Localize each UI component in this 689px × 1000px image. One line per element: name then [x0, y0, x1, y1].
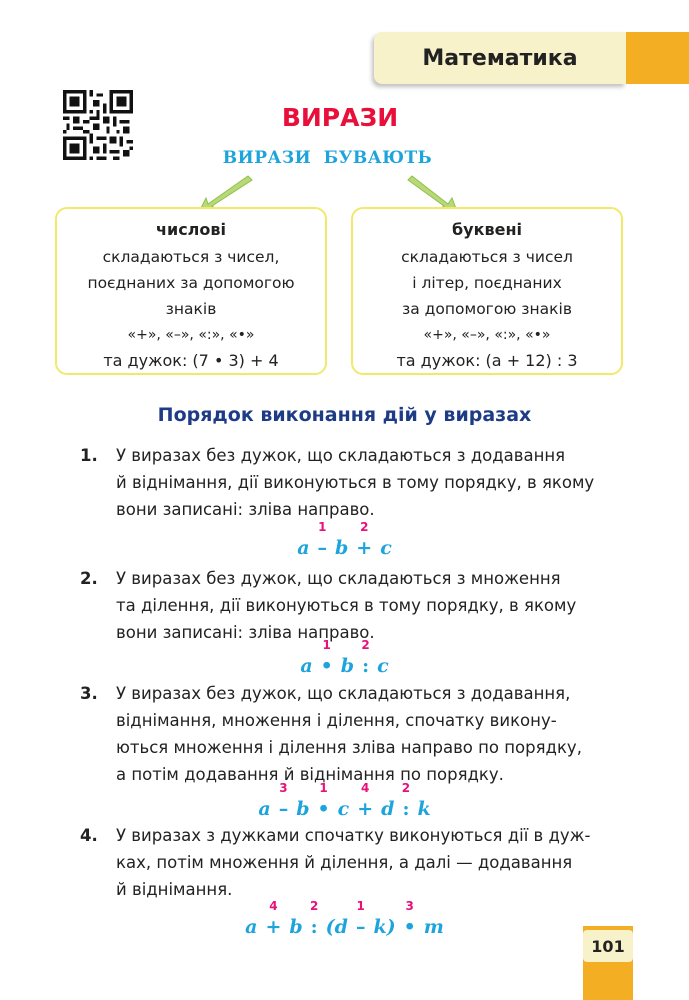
box-line: знаків — [165, 300, 217, 318]
box-signs: «+», «–», «:», «•» — [127, 327, 255, 343]
box-line: поєднаних за допомогою — [87, 274, 295, 292]
operation-sign: : 2 — [309, 899, 319, 938]
rule-1-expression — [0, 520, 689, 559]
expression-term: a — [258, 798, 271, 820]
operation-order-number: 1 — [322, 638, 331, 652]
expression-term: c — [337, 798, 350, 820]
expression-term: k) — [373, 916, 396, 938]
subject-header — [374, 32, 689, 84]
header-stripe — [626, 32, 689, 84]
numeric-expressions-box — [55, 207, 327, 375]
operation-sign: + 4 — [357, 781, 374, 820]
box-title: буквені — [452, 220, 522, 239]
operation-order-number: 1 — [318, 520, 327, 534]
operation-order-number: 4 — [269, 899, 278, 913]
rule-2-expression — [0, 638, 689, 677]
box-signs: «+», «–», «:», «•» — [423, 327, 551, 343]
operation-order-number: 1 — [356, 899, 365, 913]
rule-line: й віднімання. — [116, 880, 233, 899]
page-title: ВИРАЗИ — [281, 103, 399, 132]
rule-number: 3. — [80, 684, 98, 703]
expression-term: (d — [325, 916, 348, 938]
box-line: і літер, поєднаних — [412, 274, 562, 292]
operation-sign: + 2 — [356, 520, 373, 559]
rule-line: У виразах без дужок, що складаються з множення — [116, 569, 561, 588]
expression-term: c — [380, 537, 392, 559]
expression-term: b — [289, 916, 303, 938]
box-line: за допомогою знаків — [402, 300, 572, 318]
rule-line: У виразах без дужок, що складаються з додавання — [116, 446, 566, 465]
expression-term: m — [423, 916, 444, 938]
operation-sign: • 1 — [317, 781, 330, 820]
rule-number: 1. — [80, 446, 98, 465]
operation-order-number: 2 — [309, 899, 319, 913]
rule-line: ються множення і ділення зліва направо по порядку, — [116, 738, 582, 757]
section-title: Порядок виконання дій у виразах — [157, 404, 532, 426]
expression-term: d — [381, 798, 395, 820]
operation-sign: – 1 — [317, 520, 327, 559]
rule-2 — [80, 565, 630, 646]
operation-order-number: 1 — [319, 781, 328, 795]
expression-term: a — [300, 655, 313, 677]
rule-line: вони записані: зліва направо. — [116, 500, 375, 519]
operation-sign: + 4 — [265, 899, 282, 938]
rule-4 — [80, 822, 630, 903]
expression-term: a — [297, 537, 310, 559]
operation-order-number: 3 — [405, 899, 414, 913]
operation-sign: – 1 — [355, 899, 366, 938]
expression-term: b — [296, 798, 310, 820]
rule-line: та ділення, дії виконуються в тому порядку, в якому — [116, 596, 577, 615]
page-subtitle: ВИРАЗИ БУВАЮТЬ — [222, 148, 433, 168]
operation-order-number: 2 — [361, 638, 370, 652]
rule-3-expression — [0, 781, 689, 820]
rule-number: 2. — [80, 569, 98, 588]
operation-order-number: 3 — [279, 781, 288, 795]
page-number: 101 — [583, 930, 633, 962]
rule-number: 4. — [80, 826, 98, 845]
operation-sign: : 2 — [401, 781, 411, 820]
rule-line: У виразах з дужками спочатку виконуються дії в дуж- — [116, 826, 591, 845]
rule-line: а потім додавання й віднімання по порядку. — [116, 765, 504, 784]
rule-line: вони записані: зліва направо. — [116, 623, 375, 642]
operation-order-number: 2 — [401, 781, 411, 795]
expression-term: a — [245, 916, 258, 938]
letter-expressions-box — [351, 207, 623, 375]
operation-order-number: 4 — [360, 781, 370, 795]
subject-title: Математика — [374, 32, 626, 84]
expression-term: b — [335, 537, 349, 559]
operation-order-number: 2 — [360, 520, 369, 534]
rule-line: віднімання, множення і ділення, спочатку викону- — [116, 711, 557, 730]
box-line: складаються з чисел — [401, 248, 573, 266]
operation-sign: • 3 — [403, 899, 416, 938]
box-example: та дужок: (7 • 3) + 4 — [103, 351, 279, 370]
box-line: складаються з чисел, — [102, 248, 280, 266]
rule-3 — [80, 680, 630, 788]
rule-line: й віднімання, дії виконуються в тому порядку, в якому — [116, 473, 595, 492]
box-example: та дужок: (a + 12) : 3 — [396, 351, 578, 370]
operation-sign: : 2 — [361, 638, 370, 677]
expression-term: k — [417, 798, 431, 820]
rule-line: ках, потім множення й ділення, а далі — додавання — [116, 853, 573, 872]
rule-line: У виразах без дужок, що складаються з додавання, — [116, 684, 571, 703]
box-title: числові — [156, 220, 226, 239]
operation-sign: • 1 — [320, 638, 333, 677]
expression-term: c — [377, 655, 389, 677]
operation-sign: – 3 — [278, 781, 289, 820]
rule-1 — [80, 442, 630, 523]
expression-term: b — [340, 655, 355, 677]
page-number-tab — [583, 926, 633, 1000]
